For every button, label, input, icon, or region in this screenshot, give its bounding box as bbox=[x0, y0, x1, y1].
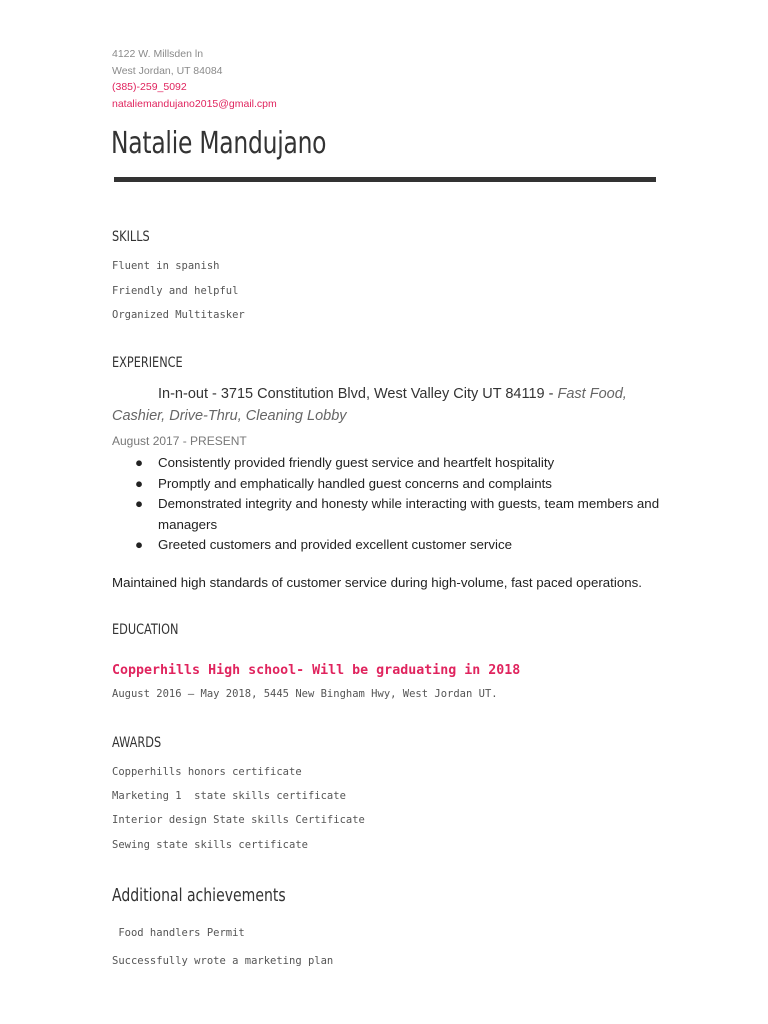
list-item: ● Greeted customers and provided excellent customer service bbox=[112, 535, 660, 556]
skills-heading: SKILLS bbox=[112, 229, 150, 245]
contact-block bbox=[112, 46, 277, 112]
candidate-name: Natalie Mandujano bbox=[111, 126, 327, 161]
job-role: Fast Food, Cashier, Drive-Thru, Cleaning Lobby bbox=[112, 386, 627, 424]
school-details: August 2016 – May 2018, 5445 New Bingham Hwy, West Jordan UT. bbox=[112, 688, 498, 700]
education-heading: EDUCATION bbox=[112, 622, 179, 638]
skill-item: Friendly and helpful bbox=[112, 285, 239, 297]
award-item: Sewing state skills certificate bbox=[112, 839, 308, 851]
skill-item: Organized Multitasker bbox=[112, 309, 245, 321]
header-divider bbox=[114, 177, 656, 182]
bullet-icon: ● bbox=[135, 475, 144, 491]
school-name: Copperhills High school- Will be graduating in 2018 bbox=[112, 663, 521, 678]
award-item: Marketing 1 state skills certificate bbox=[112, 790, 346, 802]
job-dates: August 2017 - PRESENT bbox=[112, 434, 247, 448]
award-item: Interior design State skills Certificate bbox=[112, 814, 365, 826]
job-employer: In-n-out - 3715 Constitution Blvd, West Valley City UT 84119 - bbox=[158, 386, 558, 402]
experience-heading: EXPERIENCE bbox=[112, 355, 183, 371]
achievement-item: Successfully wrote a marketing plan bbox=[112, 955, 334, 967]
address-line-1: 4122 W. Millsden ln bbox=[112, 48, 204, 60]
bullet-icon: ● bbox=[135, 455, 144, 470]
email-address: nataliemandujano2015@gmail.cpm bbox=[112, 97, 277, 110]
bullet-icon: ● bbox=[135, 537, 144, 552]
list-item: ● Promptly and emphatically handled guest concerns and complaints bbox=[112, 474, 660, 495]
phone-number: (385)-259_5092 bbox=[112, 81, 187, 93]
list-item: ● Demonstrated integrity and honesty while interacting with guests, team members and managers bbox=[135, 496, 660, 532]
experience-summary: Maintained high standards of customer service during high-volume, fast paced operations. bbox=[112, 575, 642, 590]
list-item: ● Consistently provided friendly guest service and heartfelt hospitality bbox=[112, 453, 660, 474]
job-bullet-list bbox=[112, 453, 660, 556]
job-entry bbox=[112, 383, 660, 427]
address-line-2: West Jordan, UT 84084 bbox=[112, 64, 223, 77]
skill-item: Fluent in spanish bbox=[112, 260, 220, 272]
achievement-item: Food handlers Permit bbox=[112, 927, 245, 939]
bullet-icon: ● bbox=[135, 496, 144, 511]
awards-heading: AWARDS bbox=[112, 735, 162, 751]
additional-heading: Additional achievements bbox=[112, 885, 286, 906]
award-item: Copperhills honors certificate bbox=[112, 766, 302, 778]
